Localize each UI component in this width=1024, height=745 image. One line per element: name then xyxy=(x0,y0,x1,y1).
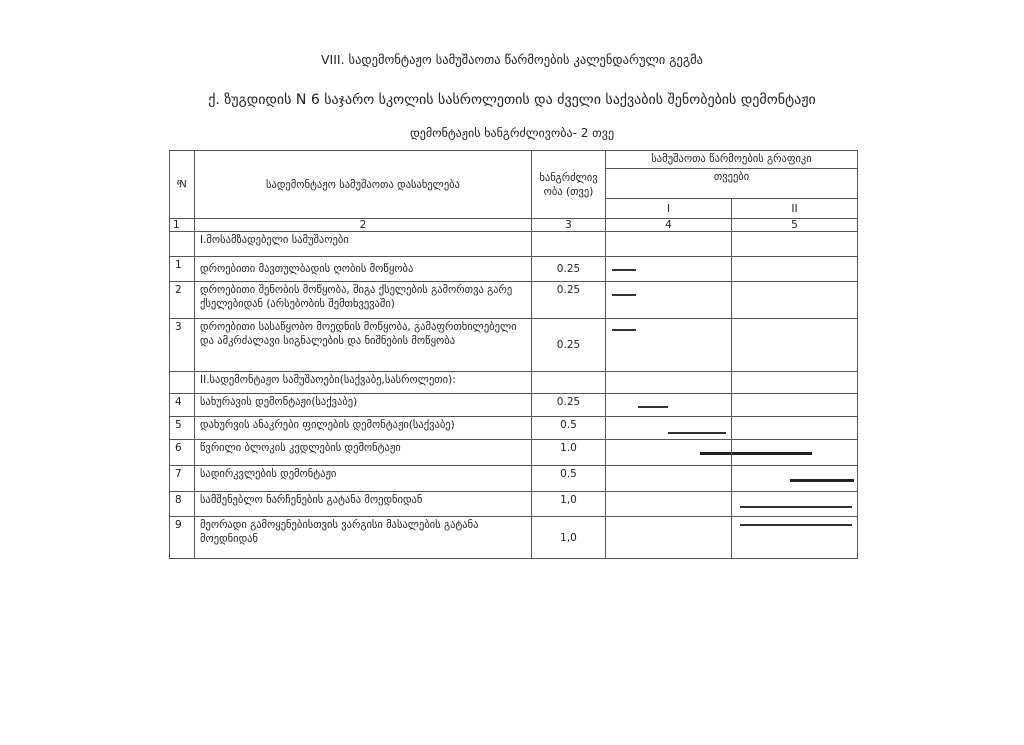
row-duration: 0.5 xyxy=(532,466,606,492)
duration-caption: დემონტაჟის ხანგრძლივობა- 2 თვე xyxy=(409,126,615,140)
header-schedule: სამუშაოთა წარმოების გრაფიკი xyxy=(606,151,858,169)
gantt-cell xyxy=(732,517,858,559)
gantt-bar xyxy=(700,452,732,455)
table-row xyxy=(170,319,858,372)
header-name: სადემონტაჟო სამუშაოთა დასახელება xyxy=(195,151,532,219)
row-name: დახურვის ანაკრები ფილების დემონტაჟი(საქვაბე) xyxy=(195,417,532,440)
index-cell: 3 xyxy=(532,219,606,232)
gantt-cell xyxy=(606,257,732,282)
row-num: 9 xyxy=(170,517,195,559)
table-row xyxy=(170,417,858,440)
row-name: დროებითი მავთულბადის ღობის მოწყობა xyxy=(195,257,532,282)
row-duration: 0.25 xyxy=(532,257,606,282)
row-duration: 1,0 xyxy=(532,492,606,517)
gantt-bar xyxy=(740,524,852,526)
schedule-table xyxy=(169,150,858,559)
gantt-cell xyxy=(732,466,858,492)
row-num: 2 xyxy=(170,282,195,319)
row-duration: 1.0 xyxy=(532,440,606,466)
header-duration: ხანგრძლივ ობა (თვე) xyxy=(532,151,606,219)
gantt-cell xyxy=(606,440,732,466)
gantt-cell xyxy=(732,440,858,466)
table-row xyxy=(170,257,858,282)
index-row xyxy=(170,219,858,232)
index-cell: 4 xyxy=(606,219,732,232)
header-num: № xyxy=(176,177,187,188)
gantt-bar xyxy=(612,269,636,271)
row-duration: 0.25 xyxy=(532,394,606,417)
table-row xyxy=(170,492,858,517)
gantt-bar xyxy=(638,406,668,408)
index-cell: 2 xyxy=(195,219,532,232)
header-month-1: I xyxy=(606,199,732,219)
row-num: 8 xyxy=(170,492,195,517)
table-row xyxy=(170,440,858,466)
table-row xyxy=(170,517,858,559)
gantt-cell xyxy=(606,417,732,440)
row-name: წვრილი ბლოკის კედლების დემონტაჟი xyxy=(195,440,532,466)
header-months: თვეები xyxy=(606,169,858,199)
row-name: დროებითი სასაწყობო მოედნის მოწყობა, გამაფრთხილებელი და ამკრძალავი სიგნალების და ნიშნების მოწყობა xyxy=(195,319,532,372)
section-row xyxy=(170,232,858,257)
section-title: I.მოსამზადებელი სამუშაოები xyxy=(195,232,532,257)
section-title: II.სადემონტაჟო სამუშაოები(საქვაბე,სასროლეთი): xyxy=(195,372,532,394)
row-name: დროებითი შენობის მოწყობა, შიგა ქსელების გამორთვა გარე ქსელებიდან (არსებობის შემთხვევაში) xyxy=(195,282,532,319)
row-num: 5 xyxy=(170,417,195,440)
row-name: სახურავის დემონტაჟი(საქვაბე) xyxy=(195,394,532,417)
gantt-cell xyxy=(606,282,732,319)
gantt-bar xyxy=(740,506,852,508)
header-month-2: II xyxy=(732,199,858,219)
document-title: VIII. სადემონტაჟო სამუშაოთა წარმოების კალენდარული გეგმა xyxy=(321,52,703,67)
row-num: 6 xyxy=(170,440,195,466)
gantt-cell xyxy=(732,492,858,517)
table-row xyxy=(170,394,858,417)
document-subtitle: ქ. ზუგდიდის N 6 საჯარო სკოლის სასროლეთის და ძველი საქვაბის შენობების დემონტაჟი xyxy=(208,92,816,108)
table-row xyxy=(170,466,858,492)
index-cell: 5 xyxy=(732,219,858,232)
row-name: სადირკვლების დემონტაჟი xyxy=(195,466,532,492)
row-num: 1 xyxy=(170,257,195,282)
row-num: 7 xyxy=(170,466,195,492)
gantt-cell xyxy=(606,319,732,372)
gantt-bar xyxy=(732,452,812,455)
gantt-bar xyxy=(612,294,636,296)
index-cell: 1 xyxy=(170,219,195,232)
row-num: 3 xyxy=(170,319,195,372)
row-duration: 0.25 xyxy=(532,282,606,319)
gantt-bar xyxy=(612,329,636,331)
gantt-cell xyxy=(606,394,732,417)
row-duration: 1,0 xyxy=(532,517,606,559)
header-num-cell xyxy=(170,151,195,219)
row-duration: 0.25 xyxy=(532,319,606,372)
row-name: სამშენებლო ნარჩენების გატანა მოედნიდან xyxy=(195,492,532,517)
header-row xyxy=(170,151,858,169)
row-name: მეორადი გამოყენებისთვის ვარგისი მასალების გატანა მოედნიდან xyxy=(195,517,532,559)
row-num: 4 xyxy=(170,394,195,417)
table-row xyxy=(170,282,858,319)
gantt-bar xyxy=(790,479,854,482)
gantt-bar xyxy=(668,432,726,434)
row-duration: 0.5 xyxy=(532,417,606,440)
section-row xyxy=(170,372,858,394)
